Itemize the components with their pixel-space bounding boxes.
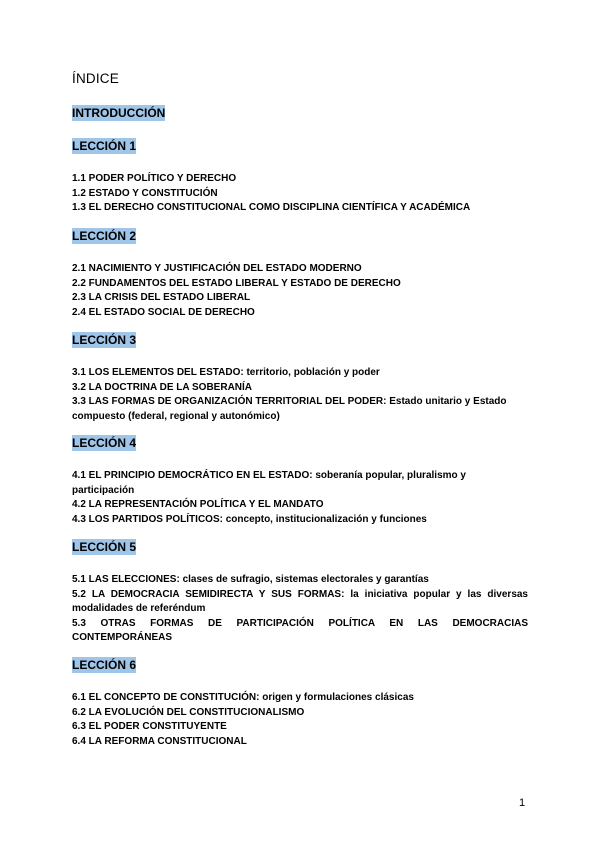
item-detail-text: clases de sufragio, sistemas electorales y garantías [179, 574, 429, 585]
list-item [72, 172, 528, 187]
item-main-text: 6.1 EL CONCEPTO DE CONSTITUCIÓN: [72, 692, 260, 703]
item-main-text: 1.2 ESTADO Y CONSTITUCIÓN [72, 187, 218, 199]
list-item [72, 277, 528, 292]
lesson-items [72, 366, 528, 424]
lesson-heading [72, 332, 528, 349]
list-item [72, 573, 528, 588]
lesson-heading-text: LECCIÓN 2 [72, 229, 137, 243]
list-item [72, 706, 528, 721]
item-detail-text: concepto, institucionalización y funciones [222, 513, 427, 525]
list-item [72, 691, 528, 706]
lesson-2 [72, 228, 528, 320]
list-item [72, 469, 528, 498]
list-item [72, 588, 528, 617]
list-item [72, 306, 528, 321]
lesson-1 [72, 138, 528, 216]
lesson-items [72, 469, 528, 527]
list-item [72, 201, 528, 216]
lesson-items [72, 573, 528, 646]
item-main-text: 6.3 EL PODER CONSTITUYENTE [72, 721, 227, 732]
item-main-text: 2.2 FUNDAMENTOS DEL ESTADO LIBERAL Y ESTADO DE DERECHO [72, 277, 401, 289]
lesson-heading [72, 228, 528, 245]
introduction-heading-text: INTRODUCCIÓN [72, 106, 166, 120]
lesson-heading-text: LECCIÓN 5 [72, 540, 137, 554]
list-item [72, 617, 528, 646]
list-item [72, 381, 528, 396]
item-main-text: 5.1 LAS ELECCIONES: [72, 574, 180, 585]
item-main-text: 5.2 LA DEMOCRACIA SEMIDIRECTA Y SUS FORMAS: [72, 588, 345, 600]
index-title: ÍNDICE [72, 71, 119, 86]
list-item [72, 262, 528, 277]
lesson-heading [72, 657, 528, 674]
item-detail-text: Estado unitario y Estado compuesto (federal, regional y autonómico) [72, 396, 507, 422]
lesson-heading [72, 539, 528, 556]
list-item [72, 366, 528, 381]
page-number: 1 [519, 797, 526, 809]
lesson-4 [72, 435, 528, 527]
lesson-heading-text: LECCIÓN 6 [72, 658, 137, 672]
item-main-text: 4.1 EL PRINCIPIO DEMOCRÁTICO EN EL ESTADO: [72, 470, 313, 481]
lesson-6 [72, 657, 528, 749]
item-main-text: 4.2 LA REPRESENTACIÓN POLÍTICA Y EL MANDATO [72, 499, 324, 510]
item-detail-text: la iniciativa popular y las diversas modalidades de referéndum [72, 588, 528, 614]
item-detail-text: soberanía popular, pluralismo y participación [72, 470, 466, 496]
item-detail-text: territorio, población y poder [243, 367, 380, 378]
introduction-heading [72, 106, 165, 120]
item-main-text: 3.3 LAS FORMAS DE ORGANIZACIÓN TERRITORIAL DEL PODER: [72, 396, 387, 407]
item-main-text: 1.3 EL DERECHO CONSTITUCIONAL COMO DISCIPLINA CIENTÍFICA Y ACADÉMICA [72, 202, 471, 213]
item-main-text: 1.1 PODER POLÍTICO Y DERECHO [72, 173, 237, 184]
list-item [72, 291, 528, 306]
lesson-heading-text: LECCIÓN 1 [72, 139, 137, 153]
lesson-heading-text: LECCIÓN 3 [72, 333, 137, 347]
list-item [72, 513, 528, 528]
list-item [72, 735, 528, 750]
lesson-items [72, 691, 528, 749]
lesson-heading [72, 435, 528, 452]
item-main-text: 6.4 LA REFORMA CONSTITUCIONAL [72, 735, 247, 747]
lesson-heading-text: LECCIÓN 4 [72, 436, 137, 450]
lesson-3 [72, 332, 528, 424]
item-main-text: 3.1 LOS ELEMENTOS DEL ESTADO: [72, 367, 244, 378]
item-main-text: 2.4 EL ESTADO SOCIAL DE DERECHO [72, 306, 255, 318]
lesson-items [72, 262, 528, 320]
lesson-heading [72, 138, 528, 155]
list-item [72, 187, 528, 202]
item-main-text: 6.2 LA EVOLUCIÓN DEL CONSTITUCIONALISMO [72, 706, 305, 718]
list-item [72, 395, 528, 424]
lesson-5 [72, 539, 528, 646]
list-item [72, 720, 528, 735]
item-detail-text: origen y formulaciones clásicas [259, 692, 414, 703]
item-main-text: 3.2 LA DOCTRINA DE LA SOBERANÍA [72, 381, 253, 393]
item-main-text: 2.3 LA CRISIS DEL ESTADO LIBERAL [72, 292, 251, 303]
item-main-text: 2.1 NACIMIENTO Y JUSTIFICACIÓN DEL ESTADO MODERNO [72, 263, 362, 274]
list-item [72, 498, 528, 513]
lesson-items [72, 172, 528, 216]
item-main-text: 5.3 OTRAS FORMAS DE PARTICIPACIÓN POLÍTICA EN LAS DEMOCRACIAS CONTEMPORÁNEAS [72, 617, 528, 643]
item-main-text: 4.3 LOS PARTIDOS POLÍTICOS: [72, 513, 223, 525]
